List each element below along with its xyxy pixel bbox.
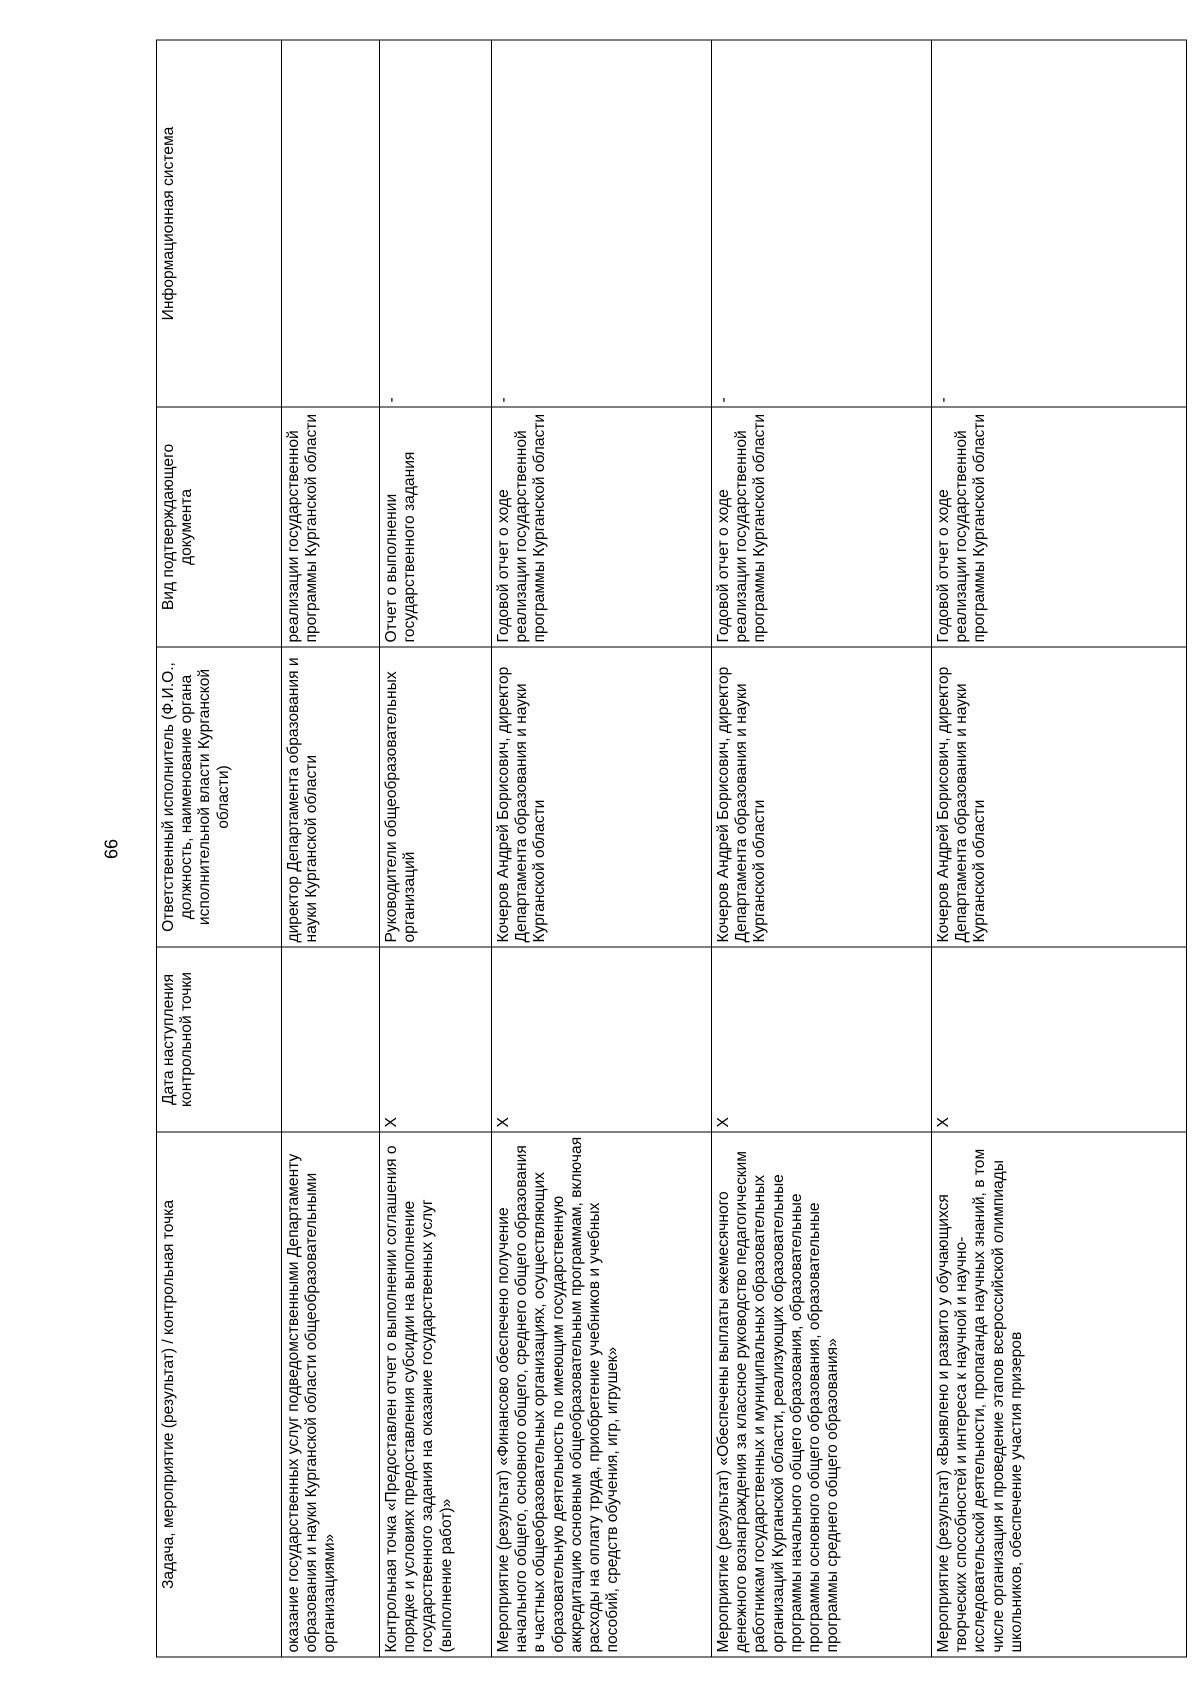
header-task: Задача, мероприятие (результат) / контрольная точка [157, 1132, 282, 1657]
cell-document: Годовой отчет о ходе реализации государственной программы Курганской области [492, 407, 712, 647]
cell-task: Мероприятие (результат) «Выявлено и развито у обучающихся творческих способностей и интереса к научной и научно-исследовательской деятельности, пропаганда научных знаний, в том числе организация и проведение этапов всероссийской олимпиады школьников, обеспечение участия призеров [932, 1132, 1187, 1657]
rotated-table-container [156, 41, 1186, 1658]
cell-system: - [492, 40, 712, 407]
cell-date: X [932, 947, 1187, 1132]
cell-document: Годовой отчет о ходе реализации государственной программы Курганской области [712, 407, 932, 647]
cell-system: - [712, 40, 932, 407]
table-row [932, 40, 1187, 1657]
header-system: Информационная система [157, 40, 282, 407]
cell-executor: Кочеров Андрей Борисович, директор Департамента образования и науки Курганской области [932, 647, 1187, 947]
cell-executor: Руководители общеобразовательных организаций [380, 647, 492, 947]
cell-document: Годовой отчет о ходе реализации государственной программы Курганской области [932, 407, 1187, 647]
cell-document: реализации государственной программы Курганской области [282, 407, 380, 647]
table-row [380, 40, 492, 1657]
table-header-row [157, 40, 282, 1657]
header-document: Вид подтверждающего документа [157, 407, 282, 647]
cell-task: Контрольная точка «Предоставлен отчет о выполнении соглашения о порядке и условиях предоставления субсидии на выполнение государственного задания на оказание государственных услуг (выполнение работ)» [380, 1132, 492, 1657]
header-executor: Ответственный исполнитель (Ф.И.О., должность, наименование органа исполнительной власти Курганской области) [157, 647, 282, 947]
header-date: Дата наступления контрольной точки [157, 947, 282, 1132]
table-row [282, 40, 380, 1657]
cell-executor: директор Департамента образования и науки Курганской области [282, 647, 380, 947]
cell-task: Мероприятие (результат) «Обеспечены выплаты ежемесячного денежного вознаграждения за классное руководство педагогическим работникам государственных и муниципальных образовательных организаций Курганской области, реализующих образовательные программы начального общего образования, образовательные программы основного общего образования, образовательные программы среднего общего образования» [712, 1132, 932, 1657]
table-row [712, 40, 932, 1657]
table-row [492, 40, 712, 1657]
cell-system: - [932, 40, 1187, 407]
cell-date: X [712, 947, 932, 1132]
cell-system [282, 40, 380, 407]
cell-executor: Кочеров Андрей Борисович, директор Департамента образования и науки Курганской области [492, 647, 712, 947]
cell-system: - [380, 40, 492, 407]
cell-document: Отчет о выполнении государственного задания [380, 407, 492, 647]
cell-task: оказание государственных услуг подведомственными Департаменту образования и науки Курганской области общеобразовательными организациями» [282, 1132, 380, 1657]
control-points-table [156, 40, 1187, 1658]
cell-executor: Кочеров Андрей Борисович, директор Департамента образования и науки Курганской области [712, 647, 932, 947]
cell-date: X [380, 947, 492, 1132]
cell-task: Мероприятие (результат) «Финансово обеспечено получение начального общего, основного общего, среднего общего образования в частных общеобразовательных организациях, осуществляющих образовательную деятельность по имеющим государственную аккредитацию основным общеобразовательным программам, включая расходы на оплату труда, приобретение учебников и учебных пособий, средств обучения, игр, игрушек» [492, 1132, 712, 1657]
cell-date: X [492, 947, 712, 1132]
cell-date [282, 947, 380, 1132]
page-number: 66 [101, 838, 122, 860]
